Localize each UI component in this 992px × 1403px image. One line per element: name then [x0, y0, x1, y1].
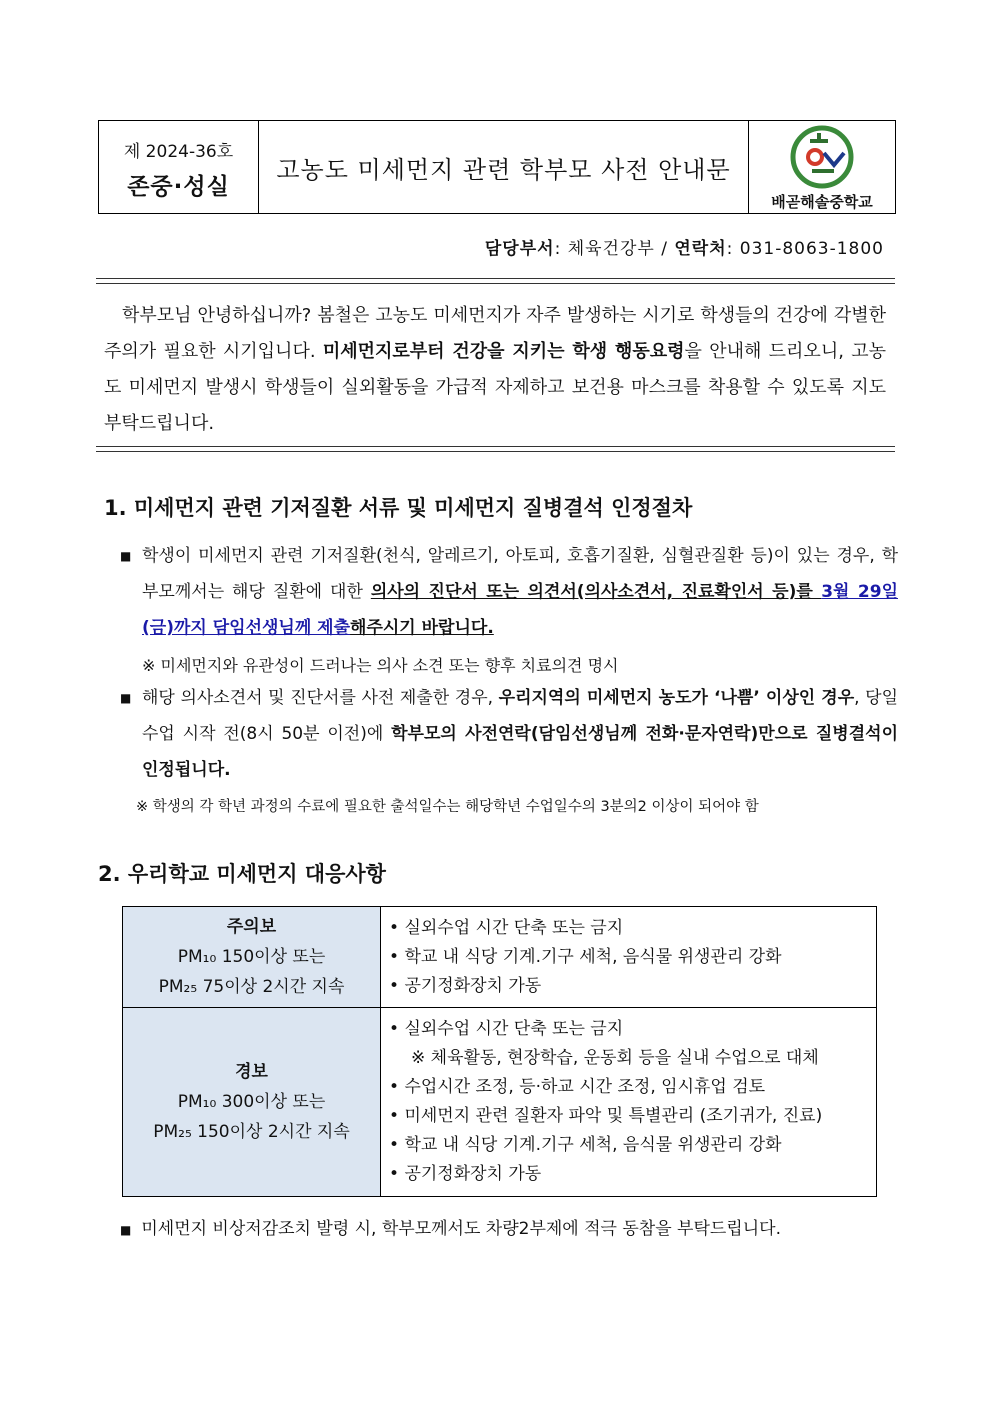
actions-cell-warning	[381, 907, 877, 1008]
level-cell-warning	[123, 907, 381, 1008]
school-logo-icon	[790, 125, 854, 189]
deadline-text: 3월 29일(금)까지 담임선생님께 제출	[142, 582, 898, 638]
bullet-underlined-text: 해주시기 바랍니다.	[350, 618, 494, 638]
intro-text-2: 을 안내해 드리오니, 고농도 미세먼지 발생시 학생들이 실외활동을 가급적 자제하고 보건용 마스크를 착용할 수 있도록 지도 부탁드립니다.	[104, 341, 886, 434]
contact-line	[485, 234, 884, 259]
action-item: • 공기정화장치 가동	[389, 972, 868, 1001]
bullet-text: 해당 의사소견서 및 진단서를 사전 제출한 경우,	[142, 688, 499, 708]
school-name: 배곧해솔중학교	[771, 193, 873, 211]
school-logo-cell	[748, 121, 895, 213]
document-title: 고농도 미세먼지 관련 학부모 사전 안내문	[276, 155, 731, 184]
note-text: ※ 학생의 각 학년 과정의 수료에 필요한 출석일수는 해당학년 수업일수의 3분의2 이상이 되어야 함	[136, 799, 759, 815]
bullet-item	[120, 538, 898, 646]
dept-label: 담당부서	[484, 239, 555, 259]
action-item: • 수업시간 조정, 등·하교 시간 조정, 임시휴업 검토	[389, 1073, 868, 1102]
final-notice-text: 미세먼지 비상저감조치 발령 시, 학부모께서도 차량2부제에 적극 동참을 부탁드립니다.	[141, 1219, 781, 1239]
level-criteria: PM₂₅ 150이상 2시간 지속	[153, 1122, 350, 1142]
bullet-text: 학생이 미세먼지 관련 기저질환(천식, 알레르기, 아토피, 호흡기질환, 심혈관질환 등)이 있는 경우, 학부모께서는 해당 질환에 대한	[142, 546, 898, 602]
actions-cell-alert	[381, 1008, 877, 1197]
table-row	[123, 1008, 877, 1197]
divider	[96, 278, 895, 284]
doc-number-cell	[99, 121, 259, 213]
section2-title: 2. 우리학교 미세먼지 대응사항	[98, 862, 386, 886]
square-bullet-icon: ■	[120, 691, 132, 705]
dept-value: : 체육건강부 /	[554, 239, 675, 259]
bullet-item	[120, 680, 898, 788]
level-criteria: PM₁₀ 150이상 또는	[177, 947, 326, 967]
intro-paragraph	[104, 298, 886, 442]
tel-label: 연락처	[674, 239, 727, 259]
bullet-underlined-text: 의사의 진단서 또는 의견서(의사소견서, 진료확인서 등)를	[370, 582, 822, 602]
divider	[96, 446, 895, 452]
square-bullet-icon: ■	[120, 549, 132, 563]
action-item: • 실외수업 시간 단축 또는 금지	[389, 914, 868, 943]
bullet-text: , 당일 수업 시작 전(8시 50분 이전)에	[142, 688, 899, 744]
action-item: • 실외수업 시간 단축 또는 금지	[389, 1015, 868, 1044]
bullet-bold-text: 학부모의 사전연락(담임선생님께 전화·문자연락)만으로 질병결석이 인정됩니다.	[142, 724, 898, 780]
bullet-bold-text: 우리지역의 미세먼지 농도가 ‘나쁨’ 이상인 경우	[498, 688, 855, 708]
level-name: 주의보	[226, 917, 277, 937]
level-name: 경보	[235, 1062, 268, 1082]
final-notice	[120, 1214, 781, 1239]
note-text: ※ 미세먼지와 유관성이 드러나는 의사 소견 또는 향후 치료의견 명시	[142, 656, 619, 675]
doc-number: 제 2024-36호	[123, 142, 234, 162]
response-table	[122, 906, 877, 1197]
tel-value: : 031-8063-1800	[726, 239, 884, 259]
intro-text-1: 학부모님 안녕하십니까? 봄철은 고농도 미세먼지가 자주 발생하는 시기로 학생들의 건강에 각별한 주의가 필요한 시기입니다.	[104, 305, 886, 362]
action-item: • 미세먼지 관련 질환자 파악 및 특별관리 (조기귀가, 진료)	[389, 1102, 868, 1131]
square-bullet-icon: ■	[120, 1223, 132, 1237]
action-item: • 학교 내 식당 기계.기구 세척, 음식물 위생관리 강화	[389, 943, 868, 972]
level-criteria: PM₁₀ 300이상 또는	[177, 1092, 326, 1112]
action-item: • 학교 내 식당 기계.기구 세척, 음식물 위생관리 강화	[389, 1131, 868, 1160]
table-row	[123, 907, 877, 1008]
intro-text-bold: 미세먼지로부터 건강을 지키는 학생 행동요령	[322, 341, 685, 362]
action-note: ※ 체육활동, 현장학습, 운동회 등을 실내 수업으로 대체	[411, 1048, 819, 1068]
level-criteria: PM₂₅ 75이상 2시간 지속	[158, 977, 345, 997]
action-item: • 공기정화장치 가동	[389, 1160, 868, 1189]
level-cell-alert	[123, 1008, 381, 1197]
section1-title: 1. 미세먼지 관련 기저질환 서류 및 미세먼지 질병결석 인정절차	[104, 496, 693, 520]
school-motto: 존중·성실	[127, 174, 230, 200]
document-header	[98, 120, 896, 214]
